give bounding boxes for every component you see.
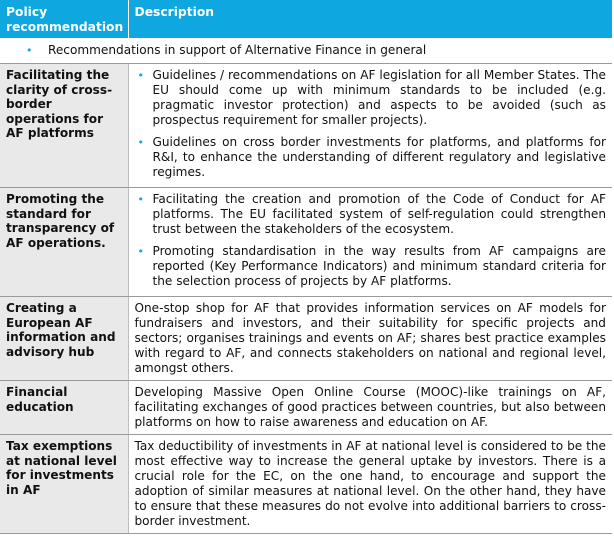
row-description: One-stop shop for AF that provides information services on AF models for fundraisers and investors, and their suitability for specific projects and sectors; organises trainings and events on AF; shares best practice examples with regard to AF, and connects stakeholders on national and regional level, amongst others.: [128, 297, 612, 381]
row-label: Financial education: [0, 381, 128, 435]
row-label: Creating a European AF information and advisory hub: [0, 297, 128, 381]
list-item-text: Facilitating the creation and promotion of the Code of Conduct for AF platforms. The EU facilitated system of self-regulation could strengthen trust between the stakeholders of the ecosystem.: [152, 192, 606, 236]
bullet-list: [135, 68, 607, 180]
row-description: Tax deductibility of investments in AF at national level is considered to be the most effective way to increase the general uptake by investors. There is a crucial role for the EC, on the one hand, to encourage and support the adoption of similar measures at national level. On the other hand, they have to ensure that these measures do not evolve into additional barriers to cross-border investment.: [128, 435, 612, 534]
row-description: Developing Massive Open Online Course (MOOC)-like trainings on AF, facilitating exchanges of good practices between countries, but also between platforms on how to raise awareness and education on AF.: [128, 381, 612, 435]
bullet-dot-icon: •: [137, 193, 144, 206]
list-item-text: Guidelines on cross border investments for platforms, and platforms for R&I, to enhance the understanding of different regulatory and legislative regimes.: [152, 135, 606, 179]
table-row: [0, 188, 612, 297]
row-description: [128, 188, 612, 297]
list-item: [135, 192, 607, 237]
list-item: [135, 244, 607, 289]
table-row: [0, 297, 612, 381]
table-row: [0, 64, 612, 188]
list-item: [135, 135, 607, 180]
table-row: [0, 435, 612, 534]
row-label: Tax exemptions at national level for investments in AF: [0, 435, 128, 534]
table-header-row: [0, 0, 612, 38]
header-policy-recommendation: Policy recommendation: [0, 0, 128, 38]
bullet-dot-icon: •: [137, 136, 144, 149]
list-item-text: Promoting standardisation in the way results from AF campaigns are reported (Key Performance Indicators) and minimum standard criteria for the selection process of projects by AF platforms.: [152, 244, 606, 288]
intro-note-row: [0, 38, 612, 64]
bullet-dot-icon: •: [137, 69, 144, 82]
list-item: [135, 68, 607, 128]
bullet-dot-icon: •: [137, 245, 144, 258]
row-label: Facilitating the clarity of cross-border operations for AF platforms: [0, 64, 128, 188]
row-description: [128, 64, 612, 188]
bullet-dot-icon: •: [26, 44, 33, 57]
row-label: Promoting the standard for transparency of AF operations.: [0, 188, 128, 297]
bullet-list: [135, 192, 607, 289]
header-description: Description: [128, 0, 612, 38]
list-item-text: Guidelines / recommendations on AF legislation for all Member States. The EU should come up with minimum standards to be included (e.g. pragmatic investor protection) and aspects to be avoided (such as prospectus requirement for smaller projects).: [152, 68, 606, 127]
table-row: [0, 381, 612, 435]
intro-note-cell: [0, 38, 612, 64]
intro-note-text: Recommendations in support of Alternative Finance in general: [48, 43, 427, 57]
